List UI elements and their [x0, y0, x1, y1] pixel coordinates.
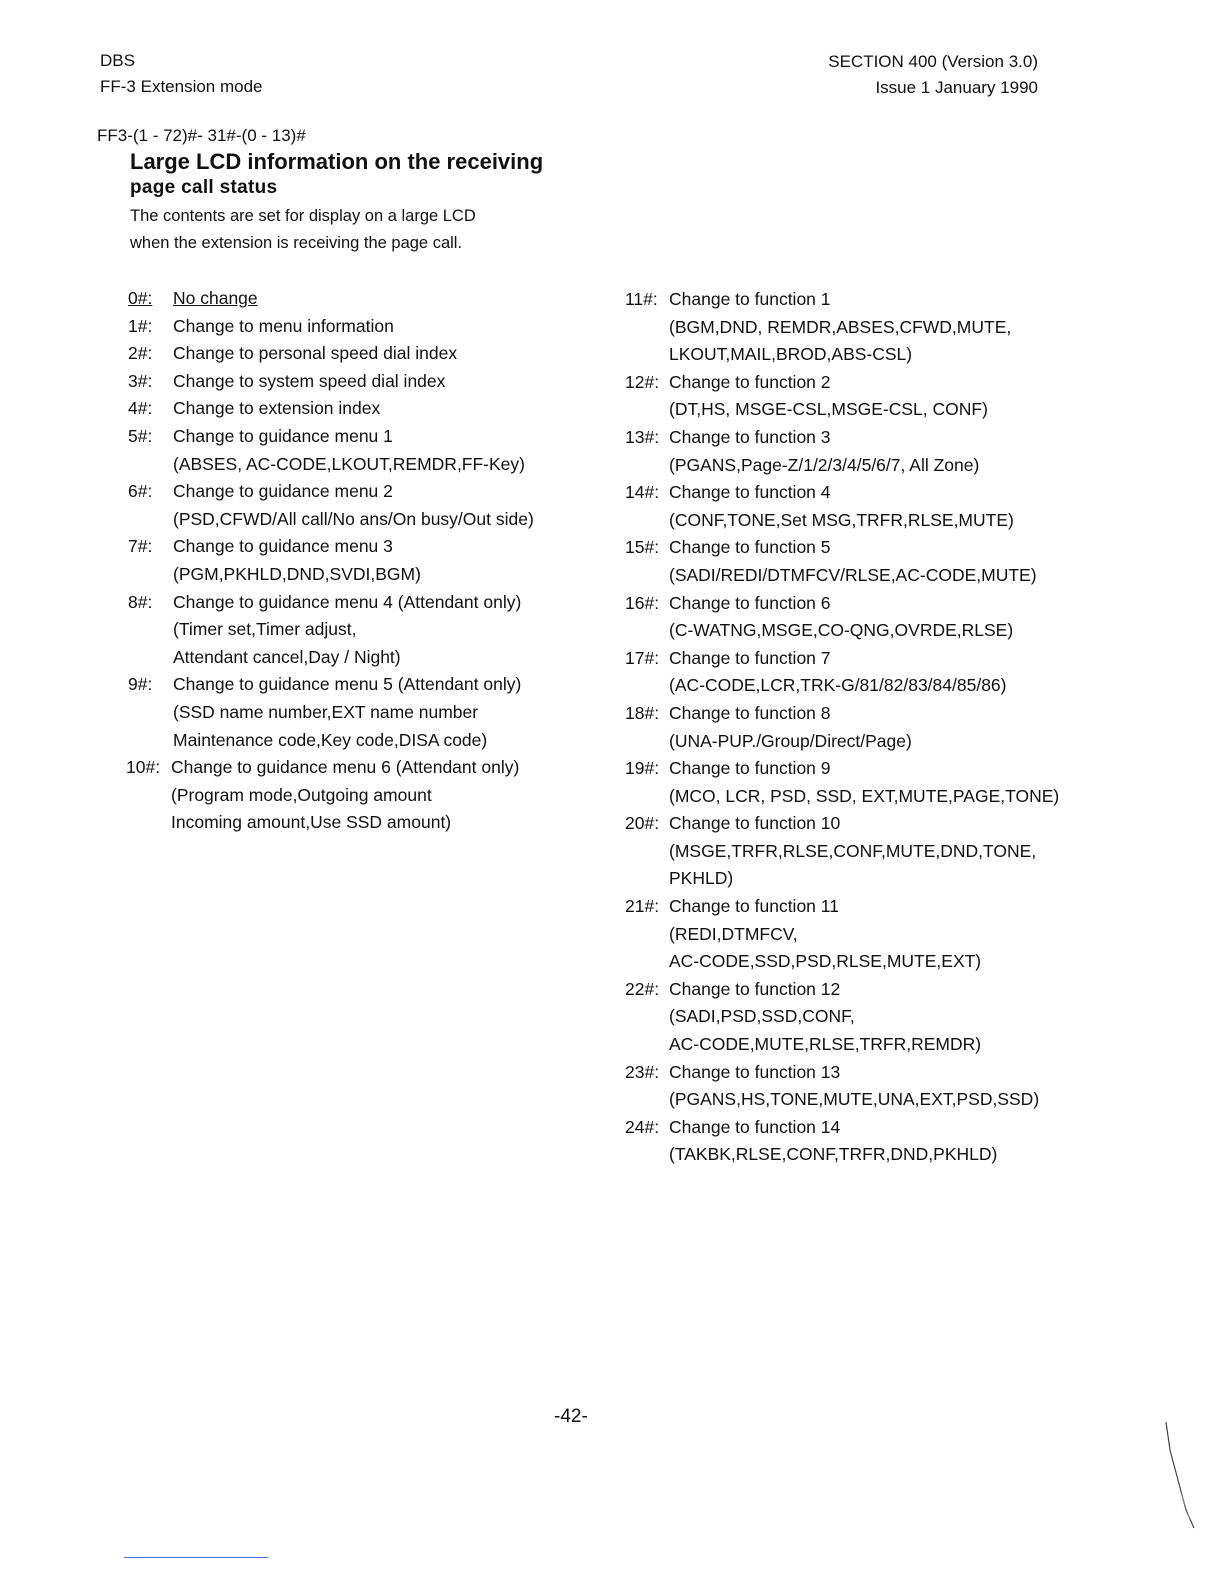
- list-item: [625, 1114, 1059, 1169]
- list-item: [128, 340, 534, 368]
- list-item: [128, 285, 534, 313]
- entry-number: 7#:: [128, 536, 153, 557]
- list-item: [128, 368, 534, 396]
- entry-line: Change to function 8: [669, 702, 831, 723]
- entry-line: Change to guidance menu 2: [173, 481, 393, 502]
- entry-line: Change to function 5: [669, 537, 831, 558]
- entry-line: (SSD name number,EXT name number: [173, 701, 479, 722]
- entry-line: (Timer set,Timer adjust,: [173, 619, 357, 640]
- list-item: [625, 424, 1059, 479]
- entry-line: Change to function 14: [669, 1116, 841, 1137]
- entry-line: Change to function 10: [669, 813, 841, 834]
- list-item: [625, 755, 1059, 810]
- list-item: [128, 395, 534, 423]
- entry-number: 5#:: [128, 425, 153, 446]
- entry-number: 19#:: [625, 758, 660, 779]
- entry-line: (MSGE,TRFR,RLSE,CONF,MUTE,DND,TONE,: [669, 840, 1037, 861]
- list-item: [625, 1059, 1059, 1114]
- entry-number: 11#:: [625, 289, 658, 309]
- entry-line: Change to function 1: [669, 289, 831, 309]
- entry-number: 0#:: [128, 288, 153, 308]
- entry-number: 6#:: [128, 481, 153, 502]
- entry-line: (TAKBK,RLSE,CONF,TRFR,DND,PKHLD): [669, 1144, 998, 1165]
- header-left: [100, 48, 263, 100]
- entry-line: Change to extension index: [173, 398, 381, 419]
- list-item: [625, 700, 1059, 755]
- entry-number: 17#:: [625, 647, 660, 668]
- entry-number: 9#:: [128, 674, 153, 695]
- entry-line: (SADI,PSD,SSD,CONF,: [669, 1006, 855, 1027]
- entry-line: (MCO, LCR, PSD, SSD, EXT,MUTE,PAGE,TONE): [669, 785, 1060, 806]
- entry-line: Change to function 9: [669, 758, 831, 779]
- entry-number: 16#:: [625, 592, 660, 613]
- list-item: [625, 590, 1059, 645]
- entry-line: No change: [173, 288, 258, 308]
- entry-line: AC-CODE,SSD,PSD,RLSE,MUTE,EXT): [669, 951, 982, 972]
- entry-line: (DT,HS, MSGE-CSL,MSGE-CSL, CONF): [669, 399, 988, 420]
- page-number: -42-: [554, 1406, 588, 1427]
- entry-number: 3#:: [128, 370, 153, 391]
- entry-line: Change to function 7: [669, 647, 831, 668]
- header-product: DBS: [100, 51, 135, 70]
- entry-number: 1#:: [128, 315, 153, 336]
- entry-line: Change to guidance menu 3: [173, 536, 393, 557]
- entry-line: PKHLD): [669, 868, 734, 889]
- entry-line: Change to guidance menu 4 (Attendant only): [173, 591, 522, 612]
- scan-mark-decoration: [1160, 1420, 1200, 1530]
- entry-number: 14#:: [625, 482, 660, 503]
- entry-number: 24#:: [625, 1116, 660, 1137]
- entry-number: 22#:: [625, 978, 660, 999]
- entry-number: 10#:: [126, 757, 161, 778]
- entry-line: (SADI/REDI/DTMFCV/RLSE,AC-CODE,MUTE): [669, 564, 1037, 585]
- entry-line: Change to guidance menu 6 (Attendant only): [171, 757, 520, 778]
- entry-number: 2#:: [128, 343, 153, 364]
- header-right: [828, 49, 1038, 101]
- list-item: [625, 645, 1059, 700]
- function-code: FF3-(1 - 72)#- 31#-(0 - 13)#: [97, 126, 306, 145]
- list-item: [128, 671, 534, 754]
- list-item: [625, 369, 1059, 424]
- right-entry-list: [625, 286, 1059, 1169]
- section-description: [130, 203, 476, 257]
- list-item: [128, 313, 534, 341]
- entry-line: (AC-CODE,LCR,TRK-G/81/82/83/84/85/86): [669, 675, 1007, 696]
- entry-line: Change to personal speed dial index: [173, 343, 458, 364]
- entry-line: (UNA-PUP./Group/Direct/Page): [669, 730, 912, 751]
- section-title: Large LCD information on the receiving: [130, 149, 544, 174]
- entry-line: Maintenance code,Key code,DISA code): [173, 729, 488, 750]
- entry-number: 23#:: [625, 1061, 660, 1082]
- entry-line: (PGANS,Page-Z/1/2/3/4/5/6/7, All Zone): [669, 454, 980, 475]
- list-item: [625, 810, 1059, 893]
- entry-line: Change to function 2: [669, 371, 831, 392]
- entry-line: (REDI,DTMFCV,: [669, 923, 798, 944]
- entry-line: Change to system speed dial index: [173, 370, 446, 391]
- entry-line: Change to function 12: [669, 978, 841, 999]
- entry-line: (PGM,PKHLD,DND,SVDI,BGM): [173, 563, 421, 584]
- entry-line: Change to function 13: [669, 1061, 841, 1082]
- entry-line: (PSD,CFWD/All call/No ans/On busy/Out side): [173, 508, 534, 529]
- entry-number: 18#:: [625, 702, 660, 723]
- entry-number: 8#:: [128, 591, 153, 612]
- list-item: [625, 286, 1059, 369]
- description-line: The contents are set for display on a large LCD: [130, 207, 476, 225]
- list-item: [625, 479, 1059, 534]
- entry-line: (Program mode,Outgoing amount: [171, 784, 432, 805]
- entry-number: 13#:: [625, 426, 660, 447]
- section-subtitle: page call status: [130, 177, 278, 198]
- entry-line: Incoming amount,Use SSD amount): [171, 812, 452, 833]
- entry-line: Change to function 3: [669, 426, 831, 447]
- entry-line: Change to function 11: [669, 896, 839, 917]
- entry-number: 4#:: [128, 398, 153, 419]
- entry-line: (C-WATNG,MSGE,CO-QNG,OVRDE,RLSE): [669, 620, 1014, 641]
- header-issue: Issue 1 January 1990: [875, 78, 1038, 97]
- entry-line: Change to guidance menu 1: [173, 425, 393, 446]
- list-item: [625, 893, 1059, 976]
- list-item: [126, 754, 534, 837]
- description-line: when the extension is receiving the page call.: [130, 234, 463, 252]
- list-item: [128, 533, 534, 588]
- list-item: [128, 478, 534, 533]
- header-mode: FF-3 Extension mode: [100, 77, 263, 96]
- entry-number: 21#:: [625, 896, 660, 917]
- entry-line: (CONF,TONE,Set MSG,TRFR,RLSE,MUTE): [669, 509, 1014, 530]
- list-item: [128, 589, 534, 672]
- entry-number: 20#:: [625, 813, 660, 834]
- list-item: [625, 534, 1059, 589]
- entry-line: (BGM,DND, REMDR,ABSES,CFWD,MUTE,: [669, 316, 1012, 337]
- entry-line: Change to menu information: [173, 315, 394, 336]
- entry-line: (PGANS,HS,TONE,MUTE,UNA,EXT,PSD,SSD): [669, 1089, 1040, 1110]
- entry-line: Change to function 6: [669, 592, 831, 613]
- list-item: [625, 976, 1059, 1059]
- entry-line: Change to function 4: [669, 482, 831, 503]
- entry-line: (ABSES, AC-CODE,LKOUT,REMDR,FF-Key): [173, 453, 525, 474]
- footer-rule: [124, 1557, 268, 1558]
- left-entry-list: [128, 285, 534, 837]
- entry-line: Change to guidance menu 5 (Attendant only): [173, 674, 522, 695]
- entry-line: Attendant cancel,Day / Night): [173, 646, 401, 667]
- entry-line: LKOUT,MAIL,BROD,ABS-CSL): [669, 344, 913, 365]
- entry-line: AC-CODE,MUTE,RLSE,TRFR,REMDR): [669, 1034, 982, 1055]
- header-section: SECTION 400 (Version 3.0): [828, 52, 1038, 71]
- list-item: [128, 423, 534, 478]
- entry-number: 15#:: [625, 537, 660, 558]
- entry-number: 12#:: [625, 371, 660, 392]
